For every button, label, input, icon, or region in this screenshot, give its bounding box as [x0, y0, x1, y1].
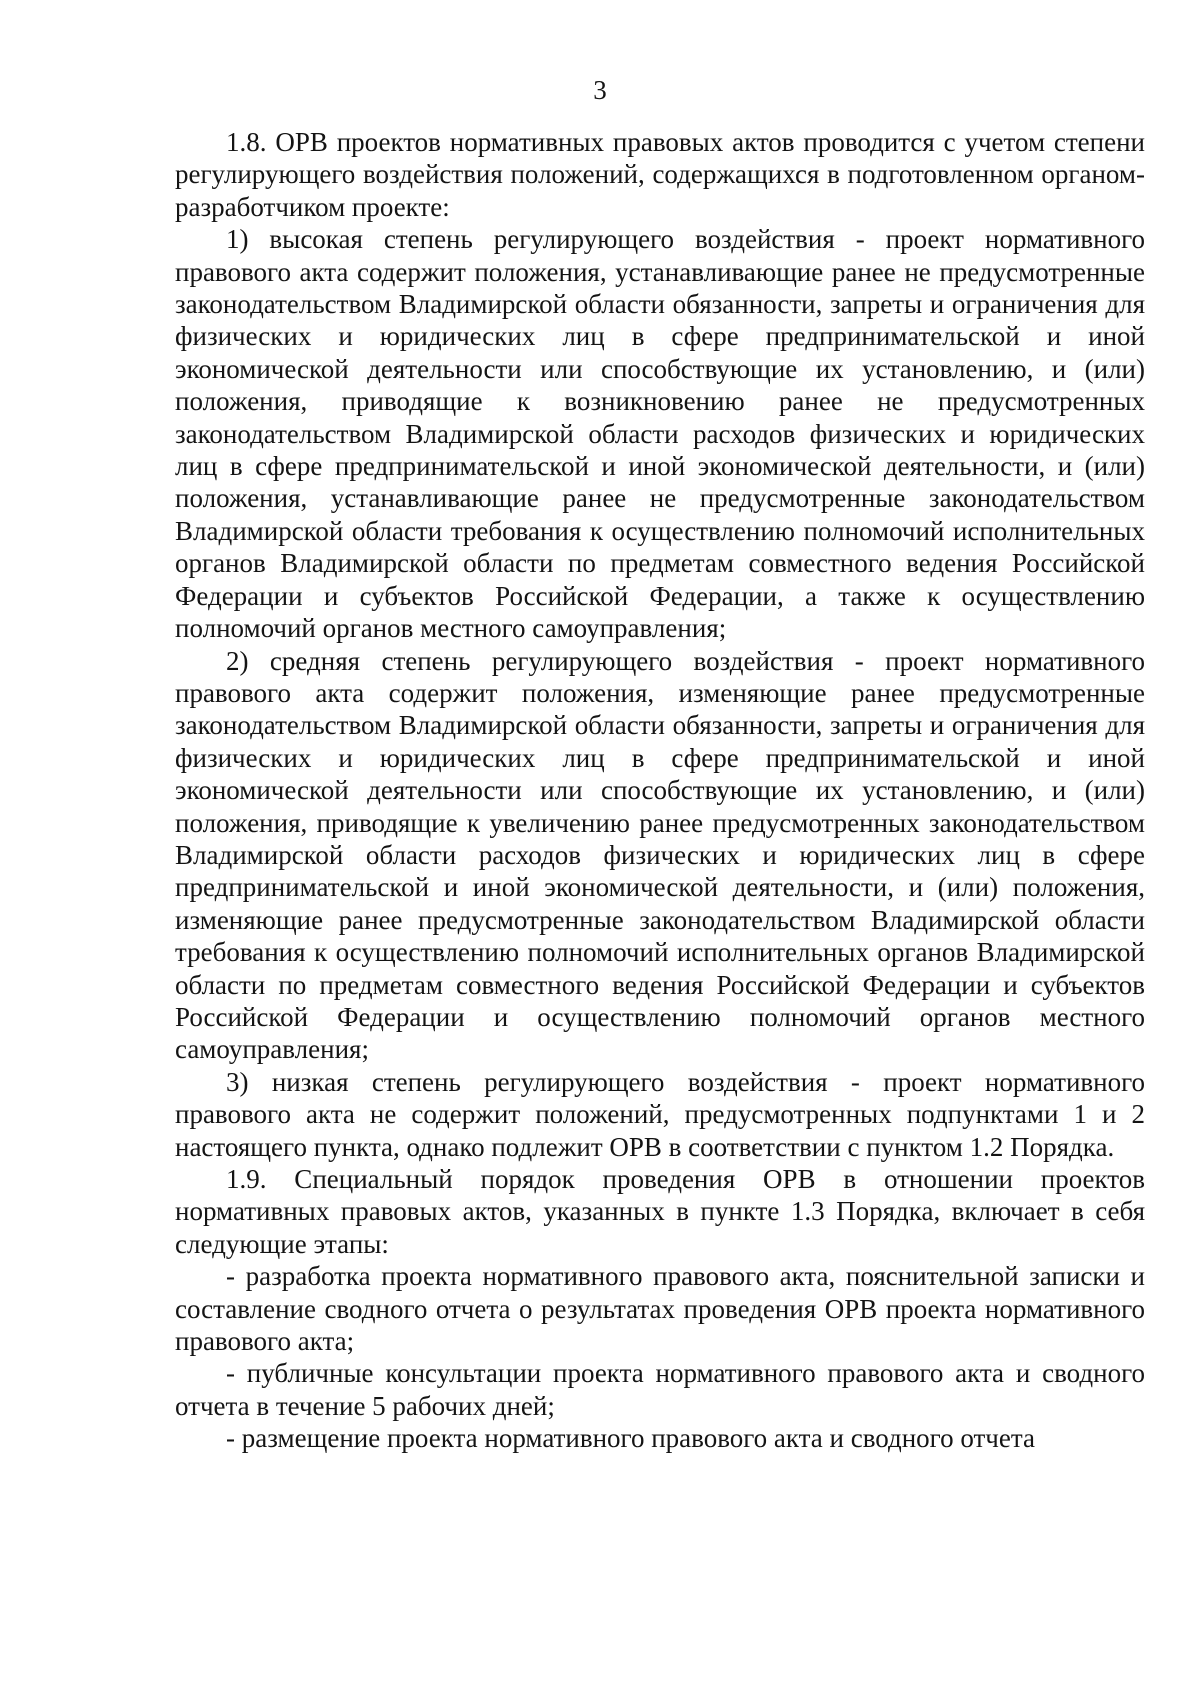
- list-item-development: - разработка проекта нормативного правового акта, пояснительной записки и составление сводного отчета о результатах проведения ОРВ проекта нормативного правового акта;: [175, 1261, 1145, 1357]
- paragraph-low-degree: 3) низкая степень регулирующего воздействия - проект нормативного правового акта не содержит положений, предусмотренных подпунктами 1 и 2 настоящего пункта, однако подлежит ОРВ в соответствии с пунктом 1.2 Порядка.: [175, 1066, 1145, 1162]
- paragraph-1-9: 1.9. Специальный порядок проведения ОРВ в отношении проектов нормативных правовых актов, указанных в пункте 1.3 Порядка, включает в себя следующие этапы:: [175, 1164, 1145, 1259]
- paragraph-1-8: 1.8. ОРВ проектов нормативных правовых актов проводится с учетом степени регулирующего воздействия положений, содержащихся в подготовленном органом-разработчиком проекте:: [175, 127, 1145, 222]
- paragraph-high-degree: 1) высокая степень регулирующего воздействия - проект нормативного правового акта содержит положения, устанавливающие ранее не предусмотренные законодательством Владимирской области обязанности, запреты и ограничения для физических и юридических лиц в сфере предпринимательской и иной экономической деятельности или способствующие их установлению, и (или) положения, приводящие к возникновению ранее не предусмотренных законодательством Владимирской области расходов физических и юридических лиц в сфере предпринимательской и иной экономической деятельности, и (или) положения, устанавливающие ранее не предусмотренные законодательством Владимирской области требования к осуществлению полномочий исполнительных органов Владимирской области по предметам совместного ведения Российской Федерации и субъектов Российской Федерации, а также к осуществлению полномочий органов местного самоуправления;: [175, 224, 1145, 644]
- list-item-public-consultations: - публичные консультации проекта нормативного правового акта и сводного отчета в течение 5 рабочих дней;: [175, 1358, 1145, 1421]
- document-body: [175, 126, 1145, 1455]
- list-item-placement: - размещение проекта нормативного правового акта и сводного отчета: [226, 1423, 1035, 1454]
- paragraph-medium-degree: 2) средняя степень регулирующего воздействия - проект нормативного правового акта содержит положения, изменяющие ранее предусмотренные законодательством Владимирской области обязанности, запреты и ограничения для физических и юридических лиц в сфере предпринимательской и иной экономической деятельности или способствующие их установлению, и (или) положения, приводящие к увеличению ранее предусмотренных законодательством Владимирской области расходов физических и юридических лиц в сфере предпринимательской и иной экономической деятельности, и (или) положения, изменяющие ранее предусмотренные законодательством Владимирской области требования к осуществлению полномочий исполнительных органов Владимирской области по предметам совместного ведения Российской Федерации и субъектов Российской Федерации и осуществлению полномочий органов местного самоуправления;: [175, 645, 1145, 1065]
- page-number: 3: [593, 75, 607, 105]
